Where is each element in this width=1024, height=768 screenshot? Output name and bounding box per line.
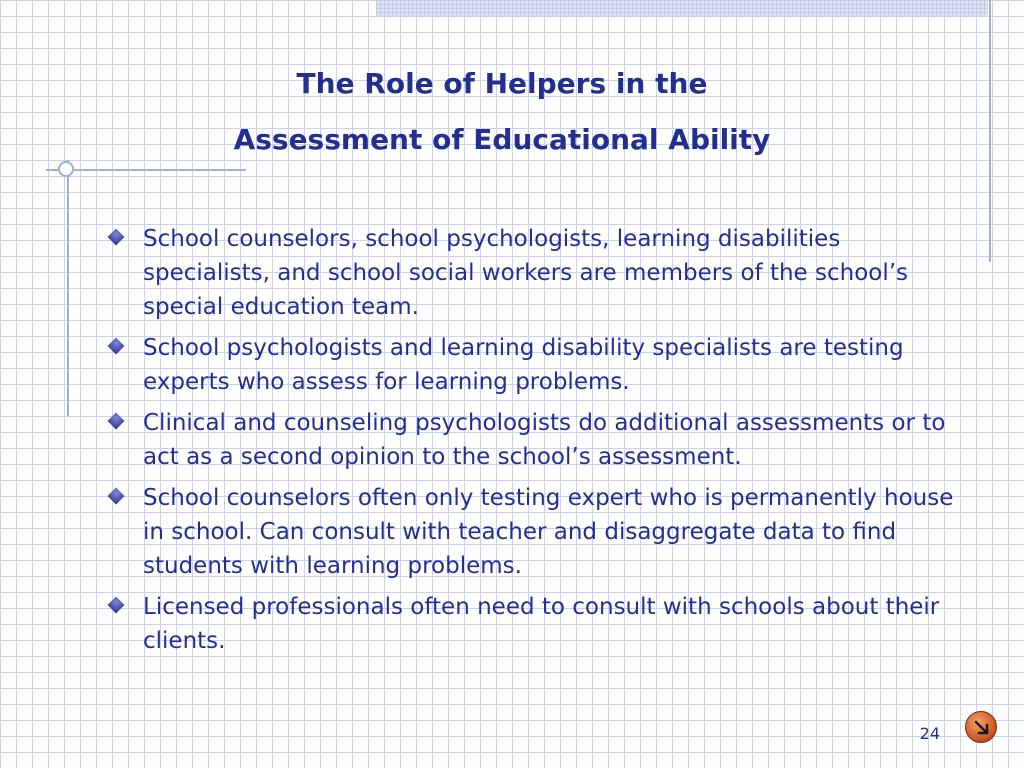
bullet-text: School counselors, school psychologists, learning disabilities specialists, and school social workers are members of the school’s special education team. — [143, 226, 909, 320]
bullet-item — [106, 331, 964, 399]
slide-title — [150, 56, 854, 168]
diamond-bullet-icon — [108, 229, 125, 246]
bullet-text: School psychologists and learning disability specialists are testing experts who assess for learning problems. — [143, 335, 904, 395]
top-decorative-band — [376, 0, 988, 16]
left-decorative-line — [67, 160, 69, 416]
bullet-item — [106, 590, 964, 658]
title-line-2: Assessment of Educational Ability — [233, 123, 771, 156]
bullet-list — [106, 222, 964, 665]
bullet-item — [106, 481, 964, 583]
diamond-bullet-icon — [108, 413, 125, 430]
page-number: 24 — [919, 724, 940, 743]
decorative-ring-icon — [58, 161, 74, 177]
next-arrow-icon — [973, 719, 991, 737]
bullet-item — [106, 406, 964, 474]
diamond-bullet-icon — [108, 597, 125, 614]
bullet-text: Licensed professionals often need to consult with schools about their clients. — [143, 594, 940, 654]
bullet-text: School counselors often only testing expert who is permanently house in school. Can consult with teacher and disaggregate data to find students with learning problems. — [143, 485, 954, 579]
next-slide-button[interactable] — [965, 711, 997, 743]
title-line-1: The Role of Helpers in the — [296, 67, 708, 100]
title-underline — [46, 169, 246, 171]
bullet-item — [106, 222, 964, 324]
bullet-text: Clinical and counseling psychologists do additional assessments or to act as a second opinion to the school’s assessment. — [143, 410, 946, 470]
right-decorative-line — [989, 0, 991, 262]
diamond-bullet-icon — [108, 338, 125, 355]
diamond-bullet-icon — [108, 488, 125, 505]
